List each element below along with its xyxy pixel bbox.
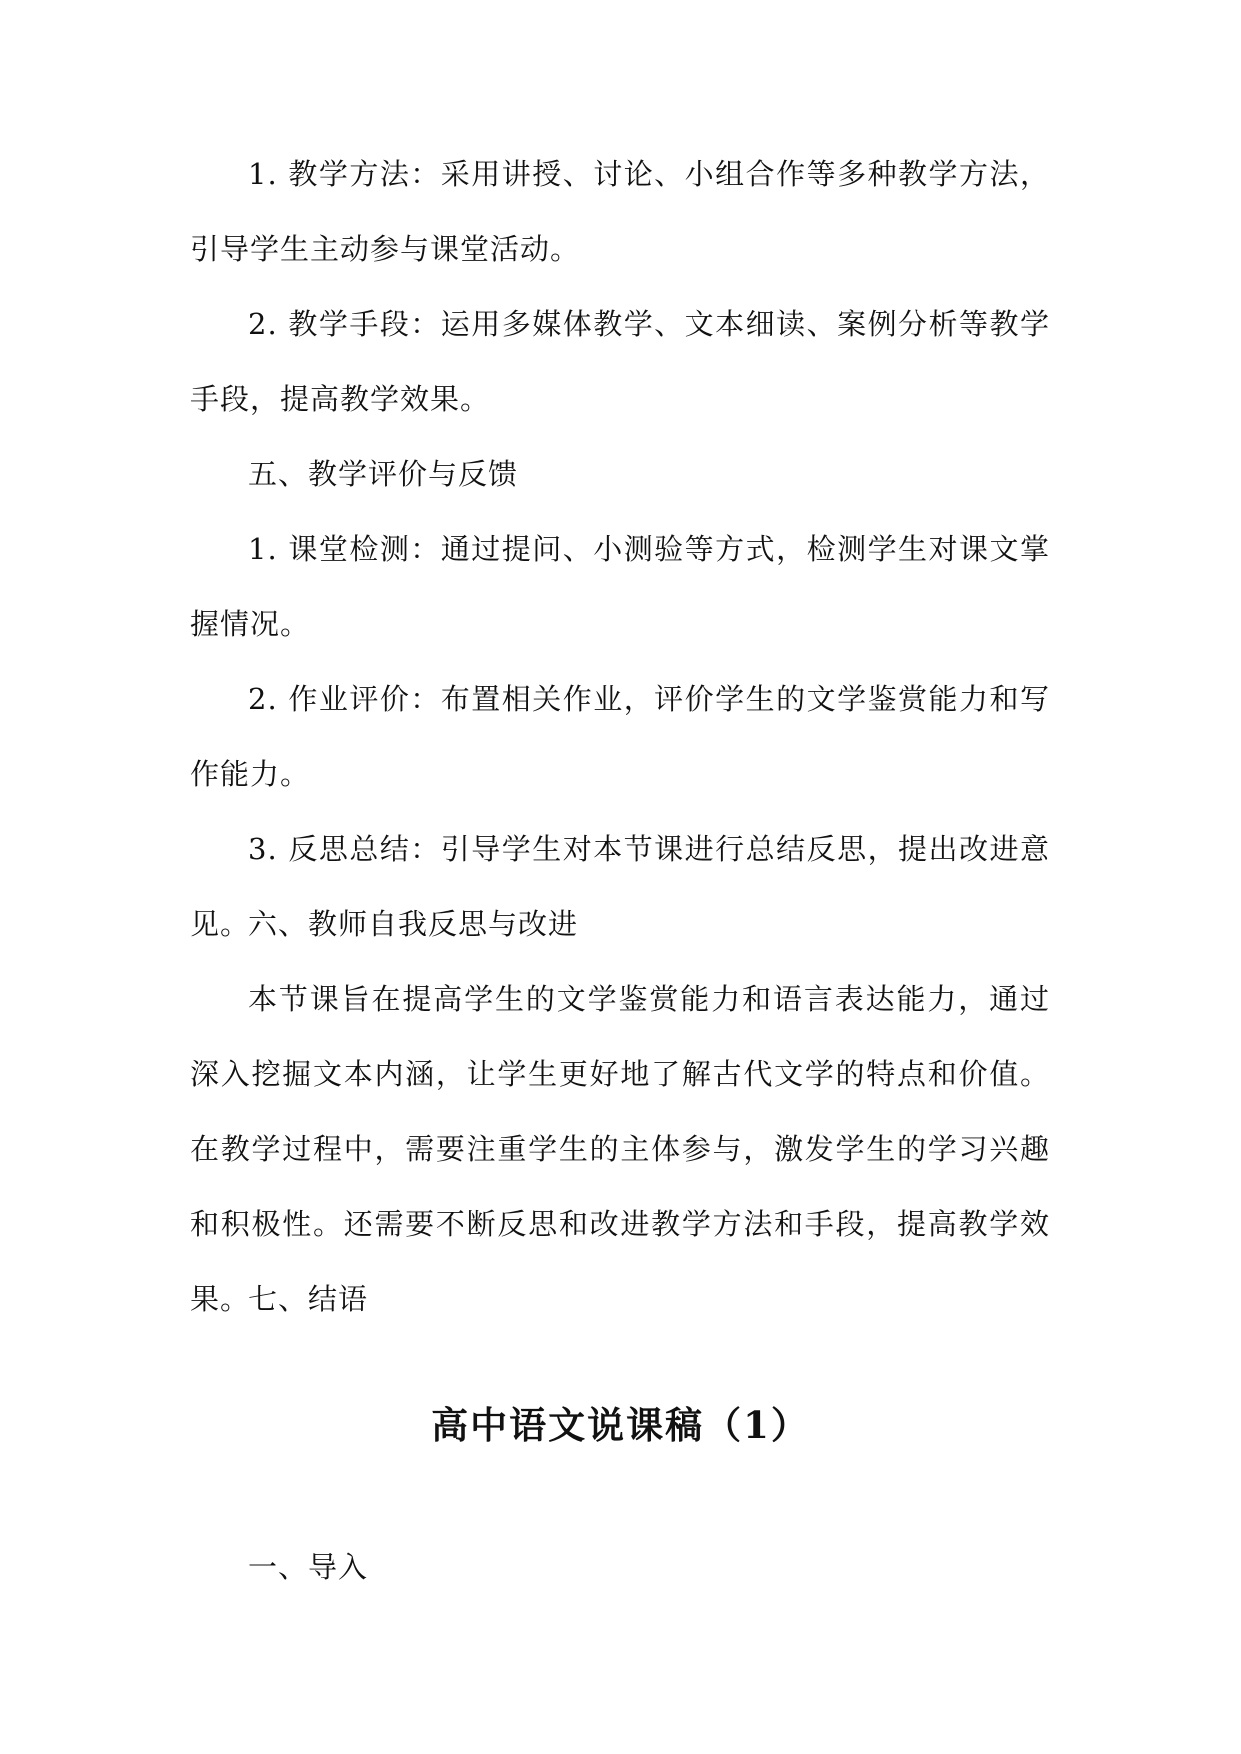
paragraph-reflection-summary: 3. 反思总结：引导学生对本节课进行总结反思，提出改进意见。 [190, 832, 1050, 941]
paragraph-teaching-means: 2. 教学手段：运用多媒体教学、文本细读、案例分析等教学手段，提高教学效果。 [190, 307, 1050, 416]
paragraph-teaching-method: 1. 教学方法：采用讲授、讨论、小组合作等多种教学方法，引导学生主动参与课堂活动。 [190, 157, 1050, 266]
paragraph-self-reflection-body: 本节课旨在提高学生的文学鉴赏能力和语言表达能力，通过深入挖掘文本内涵，让学生更好地了解古代文学的特点和价值。在教学过程中，需要注重学生的主体参与，激发学生的学习兴趣和积极性。还需要不断反思和改进教学方法和手段，提高教学效果。 [190, 982, 1050, 1316]
paragraph-class-check: 1. 课堂检测：通过提问、小测验等方式，检测学生对课文掌握情况。 [190, 532, 1050, 641]
section-heading-conclusion: 七、结语 [248, 1282, 369, 1316]
document-title: 高中语文说课稿（1） [431, 1403, 810, 1447]
section-heading-introduction: 一、导入 [248, 1550, 369, 1584]
paragraph-homework-evaluation: 2. 作业评价：布置相关作业，评价学生的文学鉴赏能力和写作能力。 [190, 682, 1050, 791]
section-heading-evaluation: 五、教学评价与反馈 [248, 457, 519, 491]
section-heading-self-reflection: 六、教师自我反思与改进 [248, 907, 579, 941]
